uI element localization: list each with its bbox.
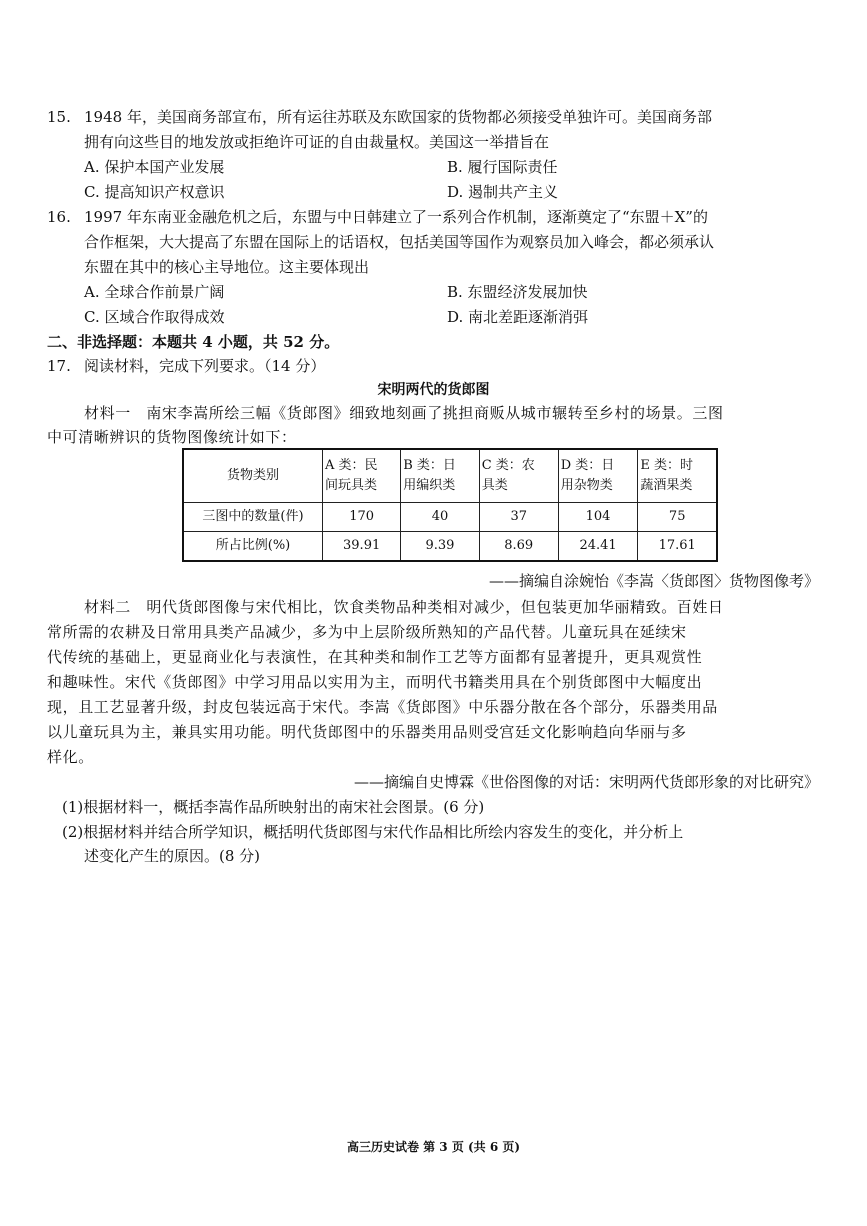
table-cell: 170 [323, 503, 401, 532]
table-header-cell: D 类：日 用杂物类 [558, 449, 638, 503]
table-header-cell: E 类：时 蔬酒果类 [638, 449, 717, 503]
q17-prompt: 阅读材料，完成下列要求。（14 分） [84, 357, 326, 375]
q15-option-c: C. 提高知识产权意识 [84, 183, 225, 201]
q16-option-a: A. 全球合作前景广阔 [84, 283, 225, 301]
material2-source: ——摘编自史博霖《世俗图像的对话：宋明两代货郎形象的对比研究》 [353, 773, 819, 791]
table-header-cell: C 类：农 具类 [479, 449, 558, 503]
q16-option-b: B. 东盟经济发展加快 [447, 283, 588, 301]
material1-source: ——摘编自涂婉怡《李嵩〈货郎图〉货物图像考》 [488, 572, 819, 590]
table-header-row [183, 449, 717, 503]
table-cell: 39.91 [323, 532, 401, 562]
q15-option-b: B. 履行国际责任 [447, 158, 558, 176]
table-cell: 17.61 [638, 532, 717, 562]
material2-line: 代传统的基础上，更显商业化与表演性，在其种类和制作工艺等方面都有显著提升，更具观赏性 [47, 648, 703, 666]
q16-stem-line1: 1997 年东南亚金融危机之后，东盟与中日韩建立了一系列合作机制，逐渐奠定了“东盟＋X”的 [84, 208, 708, 226]
table-cell: 37 [479, 503, 558, 532]
q16-stem-line2: 合作框架，大大提高了东盟在国际上的话语权，包括美国等国作为观察员加入峰会，都必须承认 [84, 233, 715, 251]
material2-line: 常所需的农耕及日常用具类产品减少，多为中上层阶级所熟知的产品代替。儿童玩具在延续宋 [47, 623, 687, 641]
q17-subquestion-2-line2: 述变化产生的原因。(8 分) [84, 847, 261, 865]
material2-line: 以儿童玩具为主，兼具实用功能。明代货郎图中的乐器类用品则受宫廷文化影响趋向华丽与多 [47, 723, 687, 741]
table-cell: 75 [638, 503, 717, 532]
q16-stem-line3: 东盟在其中的核心主导地位。这主要体现出 [84, 258, 370, 276]
table-header-cell: A 类：民 间玩具类 [323, 449, 401, 503]
material2-line: 样化。 [47, 748, 94, 766]
q17-title: 宋明两代的货郎图 [377, 382, 490, 398]
section-heading: 二、非选择题：本题共 4 小题，共 52 分。 [47, 333, 340, 351]
table-cell: 24.41 [558, 532, 638, 562]
q17-number: 17. [47, 357, 71, 375]
material1-line2: 中可清晰辨识的货物图像统计如下： [47, 428, 297, 446]
q17-subquestion-2-line1: (2)根据材料并结合所学知识，概括明代货郎图与宋代作品相比所绘内容发生的变化，并分析上 [62, 823, 684, 841]
table-cell: 所占比例(%) [183, 532, 323, 562]
q15-option-a: A. 保护本国产业发展 [84, 158, 225, 176]
table-header-cell: B 类：日 用编织类 [401, 449, 479, 503]
table-header-cell: 货物类别 [183, 449, 323, 503]
goods-table [182, 448, 718, 562]
q15-option-d: D. 遏制共产主义 [447, 183, 559, 201]
table-row [183, 532, 717, 562]
q16-option-c: C. 区域合作取得成效 [84, 308, 225, 326]
material2-line: 材料二 明代货郎图像与宋代相比，饮食类物品种类相对减少，但包装更加华丽精致。百姓日 [84, 598, 724, 616]
table-cell: 104 [558, 503, 638, 532]
q15-stem-line2: 拥有向这些目的地发放或拒绝许可证的自由裁量权。美国这一举措旨在 [84, 133, 550, 151]
table-cell: 9.39 [401, 532, 479, 562]
q17-subquestion-1: (1)根据材料一，概括李嵩作品所映射出的南宋社会图景。(6 分) [62, 798, 485, 816]
table-cell: 8.69 [479, 532, 558, 562]
page-footer: 高三历史试卷 第 3 页 (共 6 页) [346, 1140, 521, 1154]
material2-line: 现，且工艺显著升级，封皮包装远高于宋代。李嵩《货郎图》中乐器分散在各个部分，乐器类用品 [47, 698, 718, 716]
q15-stem-line1: 1948 年，美国商务部宣布，所有运往苏联及东欧国家的货物都必须接受单独许可。美国商务部 [84, 108, 712, 126]
q16-option-d: D. 南北差距逐渐消弭 [447, 308, 589, 326]
q15-number: 15. [47, 108, 71, 126]
q16-number: 16. [47, 208, 71, 226]
table-cell: 40 [401, 503, 479, 532]
table-cell: 三图中的数量(件) [183, 503, 323, 532]
material2-line: 和趣味性。宋代《货郎图》中学习用品以实用为主，而明代书籍类用具在个别货郎图中大幅度出 [47, 673, 703, 691]
table-row [183, 503, 717, 532]
material1-line1: 材料一 南宋李嵩所绘三幅《货郎图》细致地刻画了挑担商贩从城市辗转至乡村的场景。三图 [84, 404, 724, 422]
